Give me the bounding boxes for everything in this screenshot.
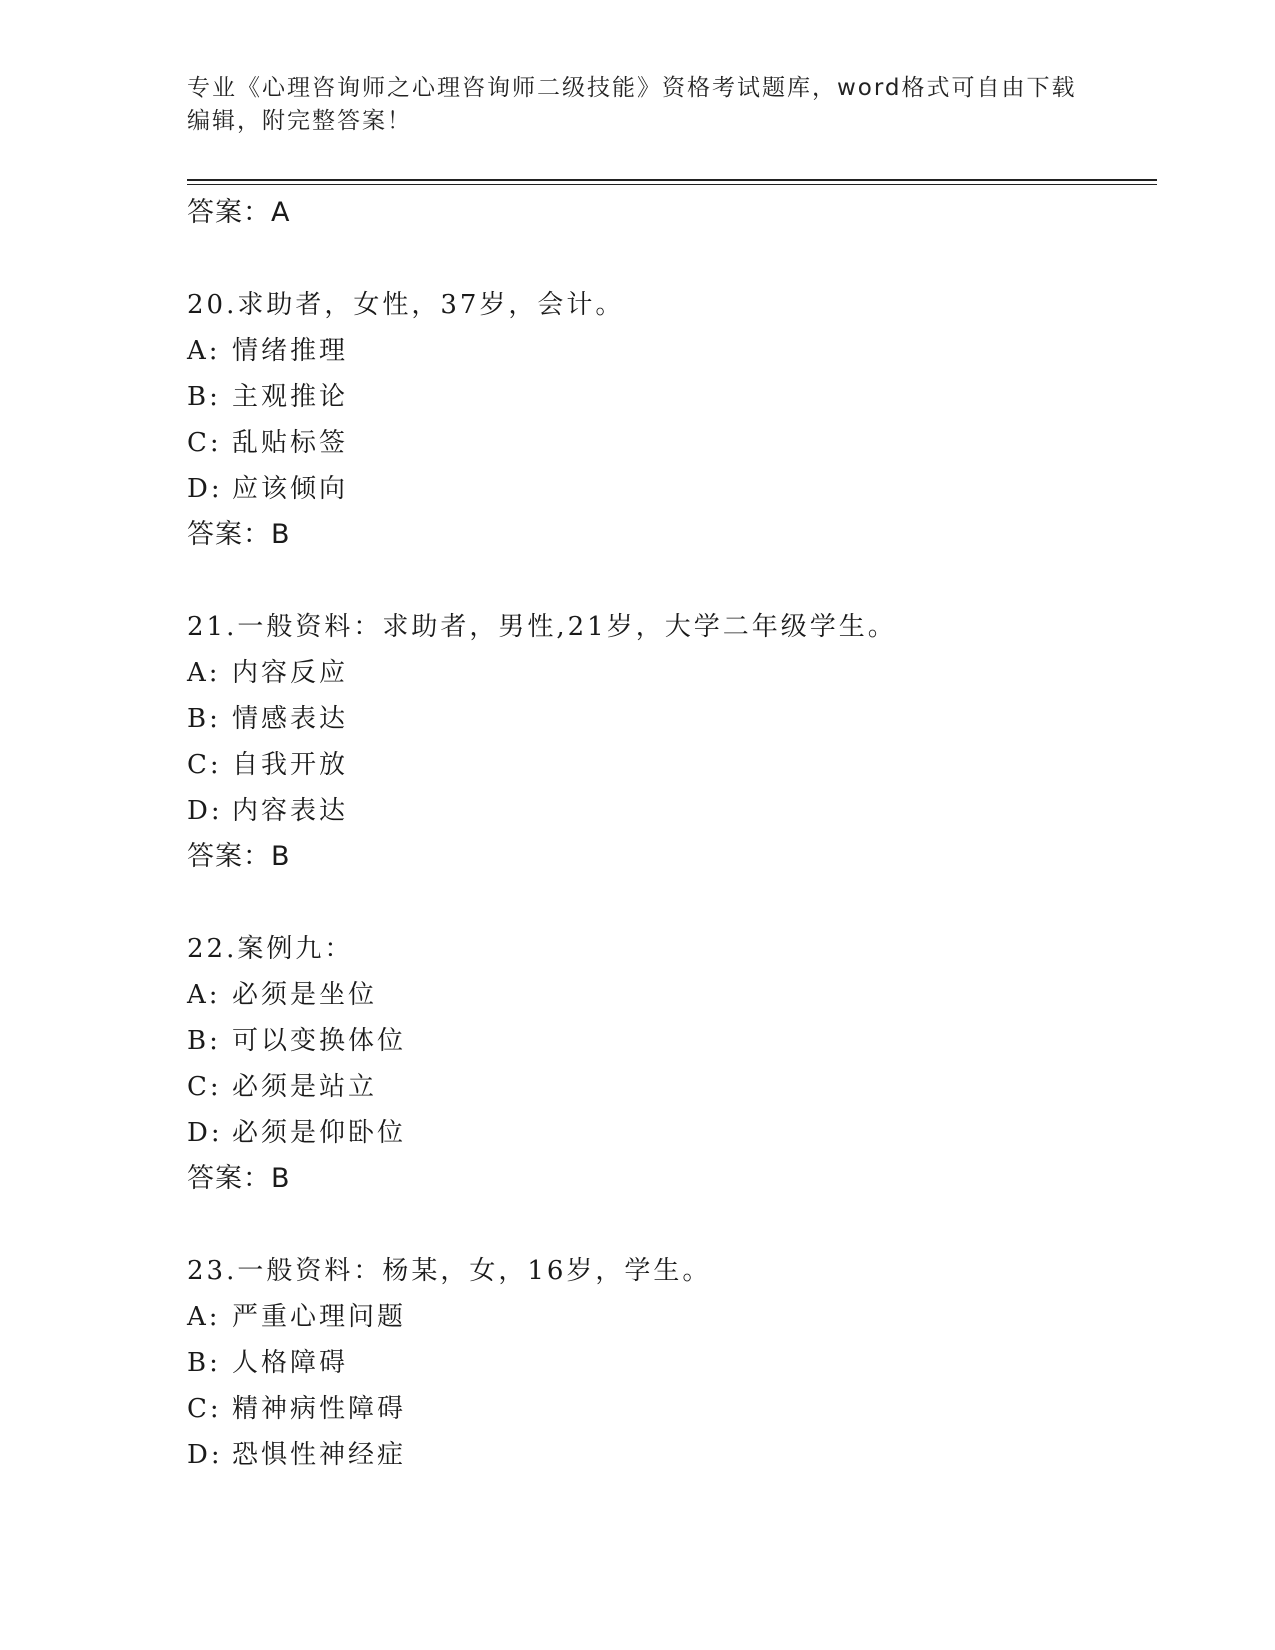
option-text: 可以变换体位 <box>232 1026 407 1056</box>
option-text: 必须是站立 <box>232 1072 378 1102</box>
option-a <box>187 328 1157 374</box>
question-list <box>187 190 1157 1478</box>
option-text: 情感表达 <box>232 704 349 734</box>
option-letter: A: <box>187 658 221 688</box>
option-letter: D: <box>187 1118 223 1148</box>
option-letter: B: <box>187 1026 221 1056</box>
question-21 <box>187 604 1157 880</box>
option-letter: C: <box>187 1394 222 1424</box>
question-stem: 21.一般资料：求助者，男性,21岁，大学二年级学生。 <box>187 612 897 642</box>
option-text: 内容表达 <box>232 796 349 826</box>
option-text: 必须是坐位 <box>232 980 378 1010</box>
answer: 答案：B <box>187 1163 291 1194</box>
option-b <box>187 696 1157 742</box>
option-text: 内容反应 <box>232 658 349 688</box>
option-text: 严重心理问题 <box>232 1302 407 1332</box>
question-20 <box>187 282 1157 558</box>
option-text: 自我开放 <box>232 750 349 780</box>
document-header <box>187 72 1087 138</box>
option-text: 乱贴标签 <box>232 428 349 458</box>
option-letter: D: <box>187 1440 223 1470</box>
option-b <box>187 1340 1157 1386</box>
header-divider-thick <box>187 179 1157 181</box>
answer: 答案：B <box>187 519 291 550</box>
option-letter: B: <box>187 382 221 412</box>
option-text: 恐惧性神经症 <box>232 1440 407 1470</box>
option-d <box>187 466 1157 512</box>
option-c <box>187 742 1157 788</box>
option-d <box>187 788 1157 834</box>
option-b <box>187 1018 1157 1064</box>
option-letter: A: <box>187 1302 221 1332</box>
option-letter: B: <box>187 704 221 734</box>
answer: 答案：B <box>187 841 291 872</box>
option-text: 主观推论 <box>232 382 349 412</box>
option-text: 必须是仰卧位 <box>232 1118 407 1148</box>
option-text: 人格障碍 <box>232 1348 349 1378</box>
option-a <box>187 1294 1157 1340</box>
header-divider-thin <box>187 184 1157 185</box>
option-a <box>187 650 1157 696</box>
spacer <box>187 236 1157 282</box>
option-c <box>187 420 1157 466</box>
option-letter: D: <box>187 796 223 826</box>
option-text: 情绪推理 <box>232 336 349 366</box>
option-c <box>187 1386 1157 1432</box>
option-a <box>187 972 1157 1018</box>
option-letter: A: <box>187 980 221 1010</box>
spacer <box>187 880 1157 926</box>
option-letter: B: <box>187 1348 221 1378</box>
option-letter: A: <box>187 336 221 366</box>
option-d <box>187 1110 1157 1156</box>
question-stem: 20.求助者，女性，37岁，会计。 <box>187 290 625 320</box>
question-22 <box>187 926 1157 1202</box>
spacer <box>187 1202 1157 1248</box>
option-letter: C: <box>187 1072 222 1102</box>
previous-answer: 答案：A <box>187 197 291 228</box>
option-letter: C: <box>187 750 222 780</box>
header-line-1: 专业《心理咨询师之心理咨询师二级技能》资格考试题库，word格式可自由下载 <box>187 75 1077 101</box>
option-c <box>187 1064 1157 1110</box>
option-letter: D: <box>187 474 223 504</box>
option-text: 应该倾向 <box>232 474 349 504</box>
question-23 <box>187 1248 1157 1478</box>
option-text: 精神病性障碍 <box>232 1394 407 1424</box>
option-letter: C: <box>187 428 222 458</box>
question-stem: 23.一般资料：杨某，女，16岁，学生。 <box>187 1256 712 1286</box>
option-b <box>187 374 1157 420</box>
spacer <box>187 558 1157 604</box>
header-line-2: 编辑，附完整答案！ <box>187 108 412 134</box>
option-d <box>187 1432 1157 1478</box>
question-stem: 22.案例九： <box>187 934 354 964</box>
